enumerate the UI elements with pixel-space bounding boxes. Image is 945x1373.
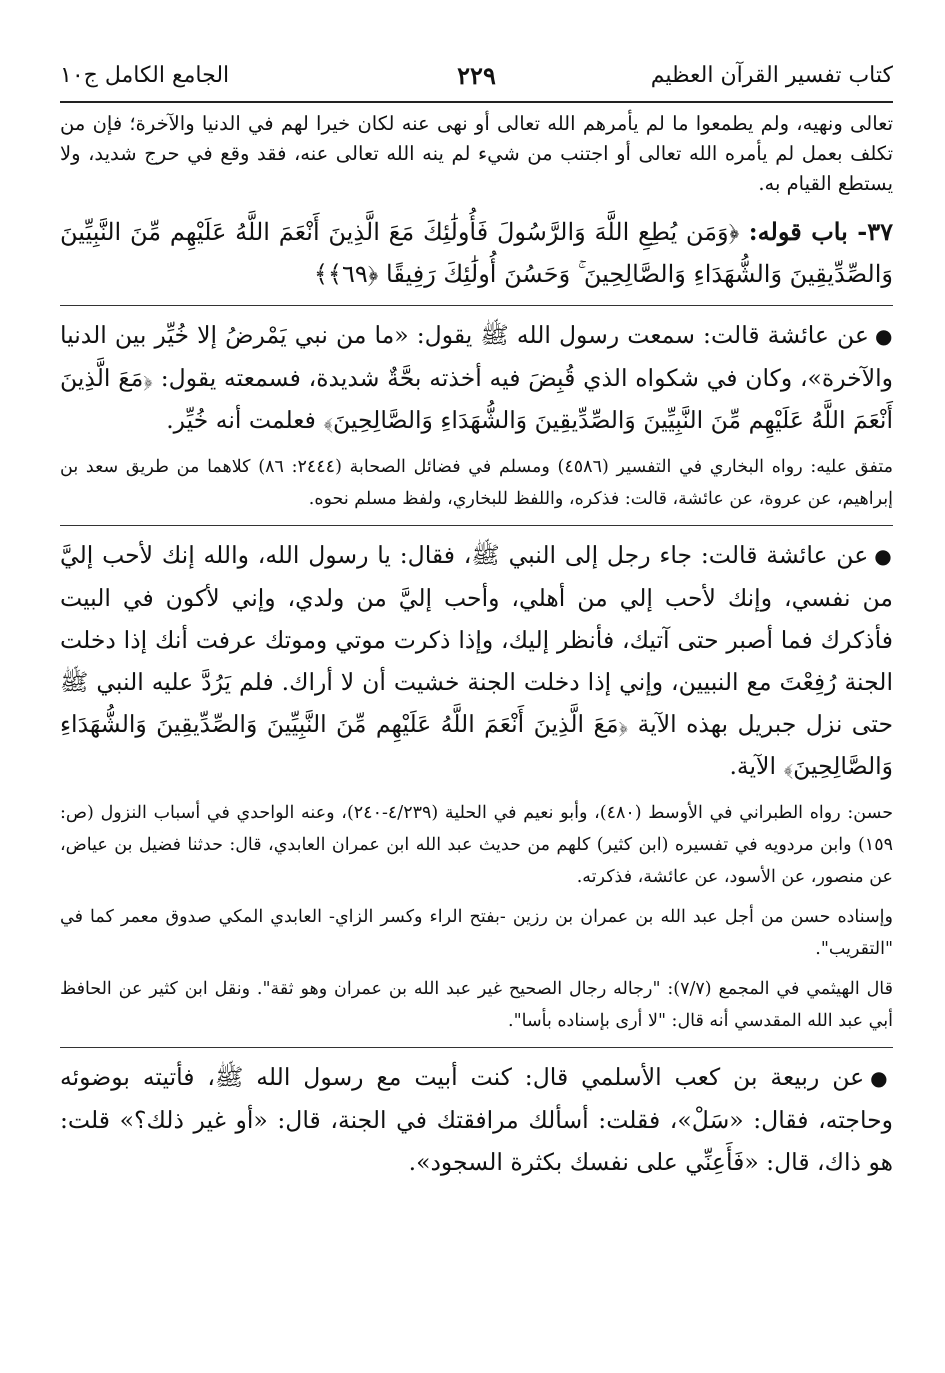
section-divider — [60, 1047, 893, 1048]
chapter-label: ٣٧- باب قوله: — [748, 217, 894, 246]
hadith-1-text: عن عائشة قالت: سمعت رسول الله ﷺ يقول: «ما من نبي يَمْرضُ إلا خُيِّر بين الدنيا والآخرة»، وكان في شكواه الذي قُبِضَ فيه أخذته بحَّةٌ شديدة، فسمعته يقول: ﴿مَعَ الَّذِينَ أَنْعَمَ اللَّهُ عَلَيْهِم مِّنَ النَّبِيِّينَ وَالصِّدِّيقِينَ وَالشُّهَدَاءِ وَالصَّالِحِينَ﴾ فعلمت أنه خُيِّر. — [60, 321, 893, 434]
bullet-icon: ● — [874, 544, 893, 568]
bullet-icon: ● — [870, 1066, 893, 1090]
intro-paragraph: تعالى ونهيه، ولم يطمعوا ما لم يأمرهم الله تعالى أو نهى عنه لكان خيرا لهم في الدنيا والآخرة؛ فإن من تكلف بعمل لم يأمره الله تعالى أو اجتنب من شيء لم ينه الله تعالى عنه، فقد وقع في حرج شديد، ولا يستطع القيام به. — [60, 112, 893, 195]
chapter-heading — [60, 211, 893, 295]
takhrij-2-note-2: قال الهيثمي في المجمع (٧/٧): "رجاله رجال الصحيح غير عبد الله بن عمران وهو ثقة". ونقل ابن كثير عن الحافظ أبي عبد الله المقدسي أنه قال: "لا أرى بإسناده بأسا". — [60, 979, 893, 1031]
volume-label: الجامع الكامل ج١٠ — [60, 63, 230, 88]
page-header — [60, 55, 893, 103]
takhrij-2-note-1: وإسناده حسن من أجل عبد الله بن عمران بن رزين -بفتح الراء وكسر الزاي- العابدي المكي صدوق معمر كما في "التقريب". — [60, 907, 893, 959]
section-divider — [60, 525, 893, 526]
section-divider — [60, 305, 893, 306]
book-title: كتاب تفسير القرآن العظيم — [650, 63, 893, 88]
takhrij-2: حسن: رواه الطبراني في الأوسط (٤٨٠)، وأبو نعيم في الحلية (٤/٢٣٩-٢٤٠)، وعنه الواحدي في أسباب النزول (ص: ١٥٩) وابن مردويه في تفسيره (ابن كثير) كلهم من حديث عبد الله ابن عمران العابدي، قال: حدثنا فضيل بن عياض، عن منصور، عن الأسود، عن عائشة، فذكرته. — [60, 803, 894, 887]
hadith-3 — [60, 1056, 893, 1183]
book-page — [60, 55, 893, 1183]
page-number: ٢٢٩ — [457, 61, 496, 90]
hadith-3-text: عن ربيعة بن كعب الأسلمي قال: كنت أبيت مع رسول الله ﷺ، فأتيته بوضوئه وحاجته، فقال: «سَلْ»، فقلت: أسألك مرافقتك في الجنة، قال: «أو غير ذلك؟» قلت: هو ذاك، قال: «فَأَعِنِّي على نفسك بكثرة السجود». — [60, 1063, 893, 1176]
chapter-verse: ﴿وَمَن يُطِعِ اللَّهَ وَالرَّسُولَ فَأُولَٰئِكَ مَعَ الَّذِينَ أَنْعَمَ اللَّهُ عَلَيْهِم مِّنَ النَّبِيِّينَ وَالصِّدِّيقِينَ وَالشُّهَدَاءِ وَالصَّالِحِينَ ۚ وَحَسُنَ أُولَٰئِكَ رَفِيقًا ﴿٦٩﴾﴾ — [60, 218, 893, 288]
bullet-icon: ● — [874, 324, 894, 348]
hadith-1 — [60, 314, 893, 441]
hadith-2-text: عن عائشة قالت: جاء رجل إلى النبي ﷺ، فقال: يا رسول الله، والله إنك لأحب إليَّ من نفسي، وإنك لأحب إلي من أهلي، وأحب إليَّ من ولدي، وإني لأكون في البيت فأذكرك فما أصبر حتى آتيك، فأنظر إليك، وإذا ذكرت موتي وموتك عرفت أنك إذا دخلت الجنة رُفِعْتَ مع النبيين، وإني إذا دخلت الجنة خشيت أن لا أراك. فلم يَرُدَّ عليه النبي ﷺ حتى نزل جبريل بهذه الآية ﴿مَعَ الَّذِينَ أَنْعَمَ اللَّهُ عَلَيْهِم مِّنَ النَّبِيِّينَ وَالصِّدِّيقِينَ وَالشُّهَدَاءِ وَالصَّالِحِينَ﴾ الآية. — [60, 541, 893, 780]
takhrij-1: متفق عليه: رواه البخاري في التفسير (٤٥٨٦) ومسلم في فضائل الصحابة (٢٤٤٤: ٨٦) كلاهما من طريق سعد بن إبراهيم، عن عروة، عن عائشة، قالت: فذكره، واللفظ للبخاري، ولفظ مسلم نحوه. — [60, 457, 893, 509]
hadith-2 — [60, 534, 893, 787]
